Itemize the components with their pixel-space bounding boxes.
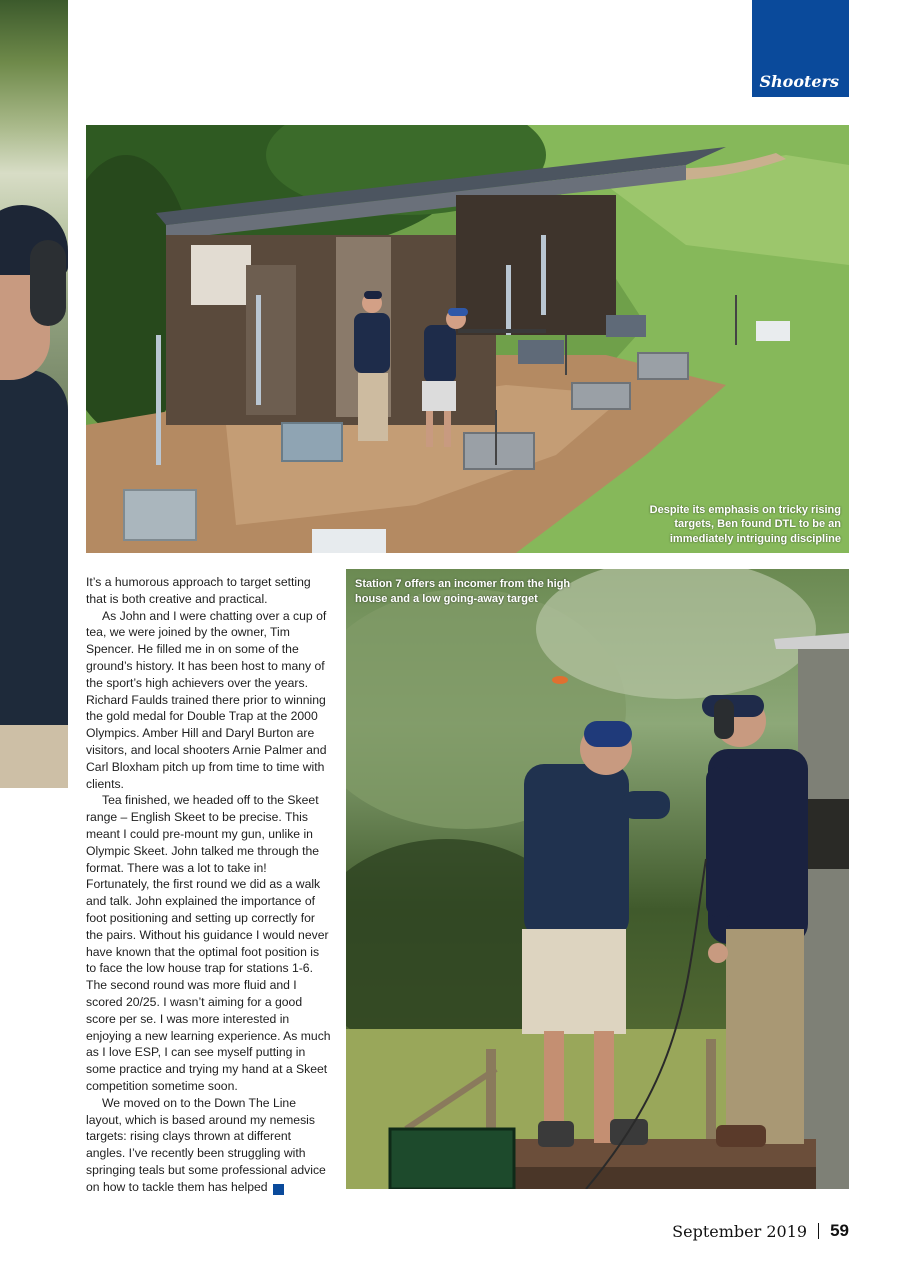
page-footer: [672, 1219, 849, 1243]
article-body: [86, 574, 332, 1195]
article-paragraph: It’s a humorous approach to target setting that is both creative and practical.: [86, 575, 311, 606]
photo-caption-right: Station 7 offers an incomer from the high house and a low going-away target: [355, 578, 571, 605]
article-paragraph: As John and I were chatting over a cup of tea, we were joined by the owner, Tim Spencer. He filled me in on some of the ground’s history. It has been host to many of the sport’s high achievers over the years. Richard Faulds trained there prior to winning the gold medal for Double Trap at the 2000 Olympics. Amber Hill and Daryl Burton are visitors, and local shooters Arnie Palmer and Carl Bloxham pitch up from time to time with clients.: [86, 608, 327, 791]
dtl-range-illustration: [86, 125, 849, 553]
article-paragraph: Tea finished, we headed off to the Skeet range – English Skeet to be precise. This meant I could pre-mount my gun, unlike in Olympic Skeet. John talked me through the format. There was a lot to take in! Fortunately, the first round we did as a walk and talk. John explained the importance of foot positioning and setting up correctly for the pairs. Without his guidance I would never have known that the optimal foot position is to face the low house trap for stations 1-6. The second round was more fluid and I scored 20/25. I wasn’t aiming for a good score per se. I was more interested in enjoying a new learning experience. As much as I love ESP, I can see myself putting in some practice and trying my hand at a Skeet competition sometime soon.: [86, 793, 331, 1093]
footer-divider: [818, 1223, 819, 1239]
issue-date: September 2019: [672, 1221, 808, 1241]
facing-photo-shorts: [0, 725, 68, 788]
section-label: Shooters: [759, 72, 839, 91]
photo-dtl-range: [86, 125, 849, 553]
station-7-illustration: [346, 569, 849, 1189]
page-number: 59: [830, 1221, 849, 1240]
photo-caption-top: Despite its emphasis on tricky rising targets, Ben found DTL to be an immediately intriguing discipline: [649, 503, 841, 545]
section-tab: [752, 0, 849, 97]
article-paragraph-last: [86, 1095, 332, 1196]
article-paragraph-text: We moved on to the Down The Line layout, which is based around my nemesis targets: rising clays thrown at different angles. I’ve recently been struggling with springing teals but some professional advice on how to tackle them has helped: [86, 1095, 326, 1194]
continue-arrow-icon: »: [273, 1184, 284, 1195]
facing-photo-ear-defender: [30, 240, 66, 326]
facing-page-photo-edge: [0, 0, 68, 788]
photo-station-7: [346, 569, 849, 1189]
facing-photo-shirt: [0, 370, 68, 740]
